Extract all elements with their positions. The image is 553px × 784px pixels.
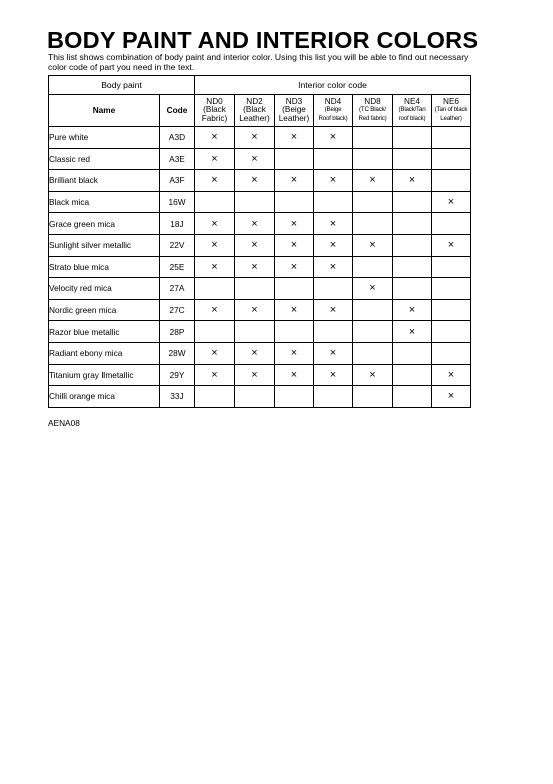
interior-code: NE6 [443, 96, 459, 106]
combination-mark: × [275, 364, 314, 386]
table-row [49, 148, 471, 170]
paint-code: 28W [160, 342, 195, 364]
interior-description: (Beige [282, 105, 306, 115]
empty-cell [393, 256, 432, 278]
combination-mark: × [314, 342, 353, 364]
table-row [49, 213, 471, 235]
table-row [49, 170, 471, 192]
empty-cell [432, 127, 471, 149]
empty-cell [314, 321, 353, 343]
paint-name: Black mica [49, 191, 160, 213]
combination-mark: × [314, 170, 353, 192]
combination-mark: × [393, 170, 432, 192]
combination-mark: × [432, 191, 471, 213]
color-combination-table [48, 75, 471, 408]
combination-mark: × [235, 170, 275, 192]
interior-code: NE4 [404, 96, 420, 106]
combination-mark: × [275, 127, 314, 149]
empty-cell [314, 386, 353, 408]
combination-mark: × [393, 321, 432, 343]
combination-mark: × [314, 213, 353, 235]
combination-mark: × [275, 299, 314, 321]
empty-cell [432, 148, 471, 170]
empty-cell [393, 364, 432, 386]
combination-mark: × [235, 148, 275, 170]
empty-cell [353, 299, 393, 321]
interior-description: (Black [243, 105, 266, 115]
empty-cell [235, 386, 275, 408]
empty-cell [275, 321, 314, 343]
paint-name: Titanium gray Ⅱmetallic [49, 364, 160, 386]
table-row [49, 234, 471, 256]
combination-mark: × [195, 234, 235, 256]
combination-mark: × [235, 299, 275, 321]
empty-cell [275, 386, 314, 408]
table-row [49, 342, 471, 364]
interior-code: ND4 [324, 96, 342, 106]
combination-mark: × [275, 342, 314, 364]
paint-name: Brilliant black [49, 170, 160, 192]
empty-cell [432, 299, 471, 321]
combination-mark: × [235, 364, 275, 386]
table-row [49, 191, 471, 213]
empty-cell [235, 191, 275, 213]
interior-column-header [353, 95, 393, 127]
paint-code: 27C [160, 299, 195, 321]
empty-cell [432, 278, 471, 300]
combination-mark: × [353, 234, 393, 256]
empty-cell [393, 342, 432, 364]
empty-cell [275, 148, 314, 170]
combination-mark: × [314, 256, 353, 278]
paint-code: 22V [160, 234, 195, 256]
paint-name: Velocity red mica [49, 278, 160, 300]
empty-cell [432, 170, 471, 192]
empty-cell [235, 278, 275, 300]
paint-code: A3F [160, 170, 195, 192]
combination-mark: × [432, 364, 471, 386]
interior-description: Red fabric) [358, 114, 387, 122]
interior-column-header [195, 95, 235, 127]
empty-cell [393, 386, 432, 408]
interior-color-code-header: Interior color code [195, 76, 471, 95]
interior-description: Leather) [239, 113, 270, 123]
interior-column-header [393, 95, 432, 127]
paint-code: 25E [160, 256, 195, 278]
paint-name: Razor blue metallic [49, 321, 160, 343]
table-row [49, 364, 471, 386]
table-row [49, 386, 471, 408]
combination-mark: × [275, 256, 314, 278]
empty-cell [432, 321, 471, 343]
combination-mark: × [195, 170, 235, 192]
paint-code: 33J [160, 386, 195, 408]
paint-name: Classic red [49, 148, 160, 170]
empty-cell [393, 191, 432, 213]
empty-cell [195, 191, 235, 213]
empty-cell [275, 278, 314, 300]
table-row [49, 299, 471, 321]
combination-mark: × [314, 234, 353, 256]
empty-cell [195, 278, 235, 300]
combination-mark: × [353, 364, 393, 386]
table-body [49, 127, 471, 408]
interior-column-header [432, 95, 471, 127]
paint-code: A3D [160, 127, 195, 149]
paint-name: Nordic green mica [49, 299, 160, 321]
combination-mark: × [195, 127, 235, 149]
empty-cell [353, 148, 393, 170]
interior-description: (Black [203, 105, 226, 115]
interior-column-header [275, 95, 314, 127]
interior-description: Fabric) [201, 113, 228, 123]
paint-code: 27A [160, 278, 195, 300]
combination-mark: × [353, 278, 393, 300]
combination-mark: × [235, 342, 275, 364]
empty-cell [393, 234, 432, 256]
code-column-header: Code [160, 95, 195, 127]
page-title: BODY PAINT AND INTERIOR COLORS [47, 27, 479, 53]
combination-mark: × [275, 213, 314, 235]
interior-code: ND0 [206, 96, 223, 106]
empty-cell [393, 148, 432, 170]
combination-mark: × [314, 364, 353, 386]
combination-mark: × [314, 299, 353, 321]
paint-code: 29Y [160, 364, 195, 386]
empty-cell [353, 386, 393, 408]
empty-cell [195, 386, 235, 408]
paint-name: Chilli orange mica [49, 386, 160, 408]
interior-code: ND2 [246, 96, 263, 106]
combination-mark: × [314, 127, 353, 149]
empty-cell [235, 321, 275, 343]
interior-description: (Tan of black [434, 106, 468, 114]
combination-mark: × [235, 234, 275, 256]
empty-cell [314, 148, 353, 170]
combination-mark: × [195, 364, 235, 386]
empty-cell [353, 191, 393, 213]
name-column-header: Name [49, 95, 160, 127]
combination-mark: × [353, 170, 393, 192]
empty-cell [393, 213, 432, 235]
combination-mark: × [275, 234, 314, 256]
paint-code: 18J [160, 213, 195, 235]
interior-description: (Black/Tan [398, 106, 426, 114]
combination-mark: × [195, 342, 235, 364]
interior-description: Roof black) [318, 114, 348, 122]
interior-description: (Beige [324, 106, 342, 114]
combination-mark: × [432, 234, 471, 256]
combination-mark: × [195, 299, 235, 321]
empty-cell [314, 278, 353, 300]
paint-code: 16W [160, 191, 195, 213]
empty-cell [432, 342, 471, 364]
combination-mark: × [393, 299, 432, 321]
empty-cell [393, 127, 432, 149]
combination-mark: × [195, 213, 235, 235]
paint-code: A3E [160, 148, 195, 170]
interior-description: Leather) [278, 113, 310, 123]
table-row [49, 127, 471, 149]
table-row [49, 278, 471, 300]
combination-mark: × [432, 386, 471, 408]
combination-mark: × [235, 256, 275, 278]
paint-name: Sunlight silver metallic [49, 234, 160, 256]
combination-mark: × [235, 127, 275, 149]
intro-text: This list shows combination of body paint and interior color. Using this list you will be able to find out necessary color code of part you need in the text. [48, 52, 469, 72]
interior-description: (TC Black/ [359, 106, 386, 114]
combination-mark: × [195, 256, 235, 278]
paint-name: Grace green mica [49, 213, 160, 235]
empty-cell [353, 213, 393, 235]
paint-code: 28P [160, 321, 195, 343]
interior-column-header [314, 95, 353, 127]
paint-name: Radiant ebony mica [49, 342, 160, 364]
empty-cell [314, 191, 353, 213]
figure-code: AENA08 [48, 418, 80, 428]
interior-code: ND3 [285, 96, 303, 106]
combination-mark: × [235, 213, 275, 235]
empty-cell [275, 191, 314, 213]
empty-cell [195, 321, 235, 343]
table-row [49, 256, 471, 278]
body-paint-header: Body paint [49, 76, 195, 95]
empty-cell [353, 342, 393, 364]
combination-mark: × [275, 170, 314, 192]
paint-name: Strato blue mica [49, 256, 160, 278]
empty-cell [353, 127, 393, 149]
empty-cell [432, 256, 471, 278]
paint-name: Pure white [49, 127, 160, 149]
empty-cell [353, 256, 393, 278]
combination-mark: × [195, 148, 235, 170]
interior-description: Leather) [440, 114, 462, 122]
empty-cell [432, 213, 471, 235]
empty-cell [353, 321, 393, 343]
interior-code: ND8 [364, 96, 381, 106]
empty-cell [393, 278, 432, 300]
interior-description: roof black) [398, 114, 426, 122]
interior-column-header [235, 95, 275, 127]
table-row [49, 321, 471, 343]
